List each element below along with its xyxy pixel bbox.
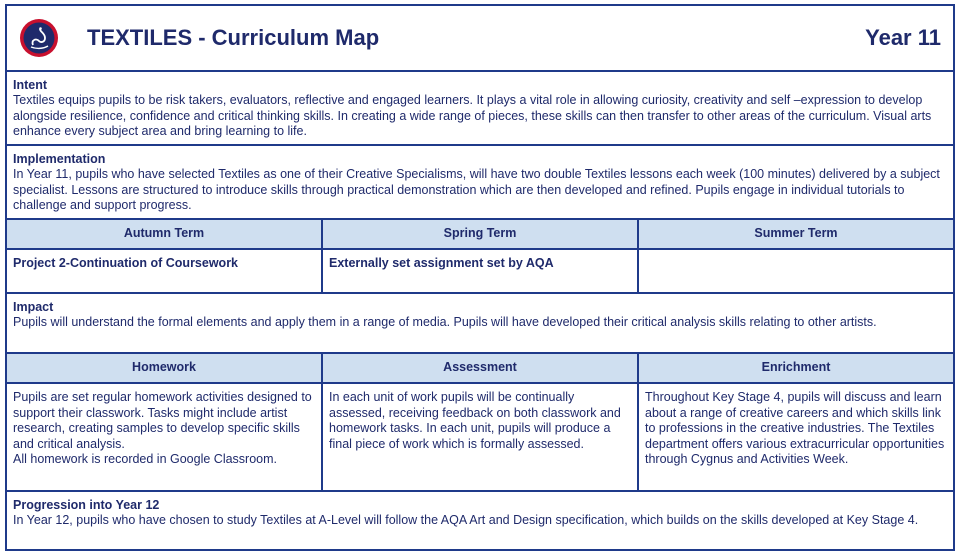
implementation-section (7, 146, 953, 220)
enrichment-content: Throughout Key Stage 4, pupils will discuss and learn about a range of creative careers and which skills link to professions in the creative industries. The Textiles department offers various extracurricular opportunities through Cygnus and Activities Week. (645, 390, 945, 466)
summer-term-content (639, 250, 953, 292)
homework-note: All homework is recorded in Google Classroom. (13, 452, 277, 466)
assessment-content: In each unit of work pupils will be continually assessed, receiving feedback on both classwork and homework tasks. In each unit, pupils will produce a final piece of work which is formally assessed. (323, 384, 639, 490)
swan-crest-icon (19, 18, 59, 58)
autumn-term-header: Autumn Term (7, 220, 323, 248)
intent-heading: Intent (13, 78, 48, 92)
intent-text: Textiles equips pupils to be risk takers, evaluators, reflective and engaged learners. It plays a vital role in allowing curiosity, creativity and self –expression to develop alongside resilience, confidence and critical thinking skills. In creating a wide range of pieces, these skills can then transfer to other areas of the curriculum. Visual arts enhance every subject area and bring learning to life. (13, 93, 932, 138)
terms-content-row (7, 250, 953, 294)
homework-content (7, 384, 323, 490)
homework-header: Homework (7, 354, 323, 382)
curriculum-map (5, 4, 955, 551)
implementation-heading: Implementation (13, 152, 106, 166)
progression-heading: Progression into Year 12 (13, 498, 160, 512)
assessment-header: Assessment (323, 354, 639, 382)
impact-heading: Impact (13, 300, 54, 314)
homework-text: Pupils are set regular homework activities designed to support their classwork. Tasks might include artist research, creating samples to develop specific skills and critical analysis. (13, 390, 312, 451)
impact-text: Pupils will understand the formal elements and apply them in a range of media. Pupils will have developed their critical analysis skills relating to other artists. (13, 315, 877, 329)
progression-section (7, 492, 953, 550)
summer-term-header: Summer Term (639, 220, 953, 248)
page-header (7, 6, 953, 72)
details-content-row (7, 384, 953, 492)
year-label: Year 11 (865, 25, 941, 50)
page-title: TEXTILES - Curriculum Map (87, 25, 380, 50)
terms-header-row (7, 220, 953, 250)
autumn-term-content: Project 2-Continuation of Coursework (7, 250, 323, 292)
implementation-text: In Year 11, pupils who have selected Textiles as one of their Creative Specialisms, will have two double Textiles lessons each week (100 minutes) delivered by a subject specialist. Lessons are structured to introduce skills through practical demonstration which are then developed and refined. Pupils engage in individual tutorials to challenge and support progress. (13, 167, 940, 212)
spring-term-header: Spring Term (323, 220, 639, 248)
progression-text: In Year 12, pupils who have chosen to study Textiles at A-Level will follow the AQA Art and Design specification, which builds on the skills developed at Key Stage 4. (13, 513, 919, 527)
details-header-row (7, 354, 953, 384)
intent-section (7, 72, 953, 146)
impact-section (7, 294, 953, 354)
enrichment-header: Enrichment (639, 354, 953, 382)
spring-term-content: Externally set assignment set by AQA (323, 250, 639, 292)
